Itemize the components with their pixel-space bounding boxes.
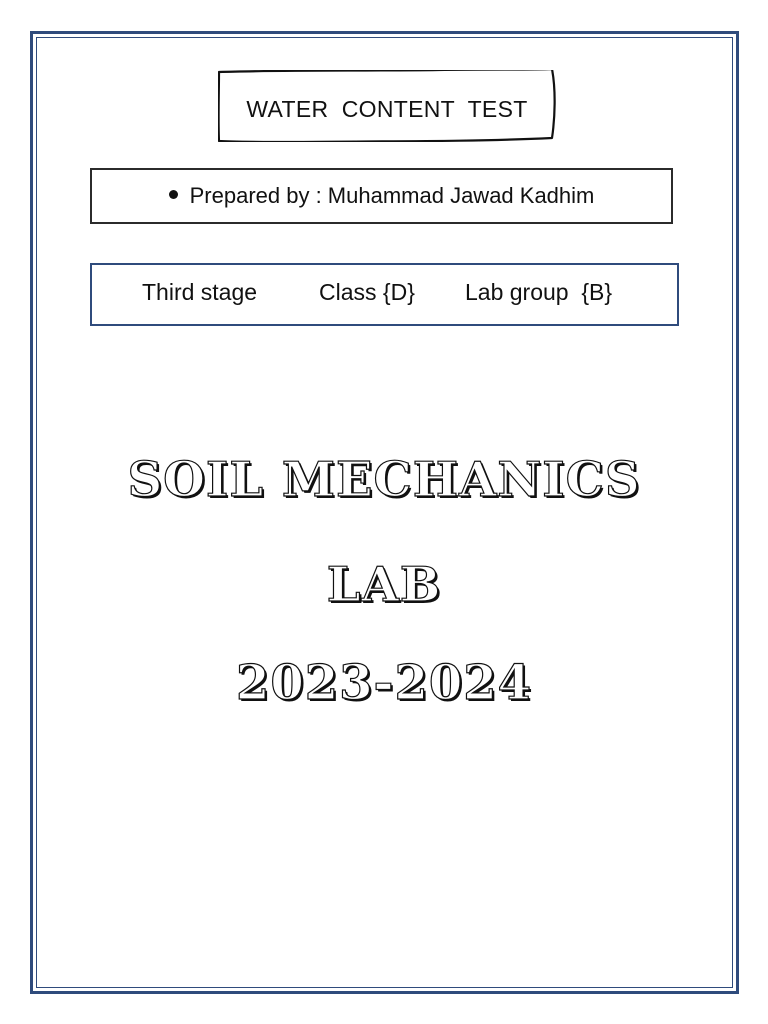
lab-group-text: Lab group {B}: [465, 279, 613, 305]
course-title: SOIL MECHANICS: [127, 452, 641, 508]
course-subtitle: LAB: [326, 557, 442, 613]
report-title: WATER CONTENT TEST: [246, 95, 528, 122]
bullet-icon: [169, 190, 178, 199]
class-text: Class {D}: [319, 279, 415, 305]
stage-text: Third stage: [142, 279, 258, 305]
prepared-by-text: Prepared by : Muhammad Jawad Kadhim: [189, 183, 595, 208]
academic-year: 2023-2024: [235, 655, 533, 711]
title-box: [218, 70, 556, 142]
class-info-box: [90, 263, 679, 326]
prepared-by-box: [90, 168, 673, 224]
